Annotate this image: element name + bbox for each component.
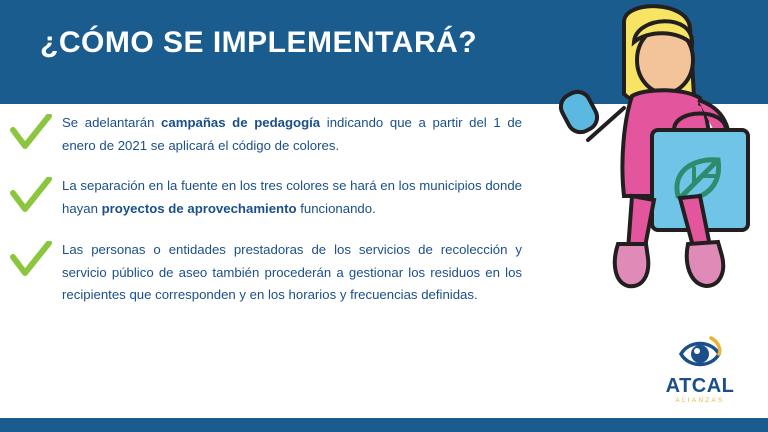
bullet-text-3: Las personas o entidades prestadoras de los servicios de recolección y servicio público de aseo también procederán a gestionar los residuos en los recipientes que corresponden y en los horarios y frecuencias definidas. <box>62 241 522 303</box>
logo <box>654 334 746 408</box>
page-title: ¿CÓMO SE IMPLEMENTARÁ? <box>40 26 478 59</box>
bullet-2-seg-3: funcionando. <box>296 201 376 217</box>
bullet-2-seg-1: La separación en la fuente en los tres colores se hará en los municipios donde hayan <box>62 178 522 217</box>
logo-wordmark: ATCAL <box>665 375 735 397</box>
check-icon <box>0 239 62 281</box>
check-icon <box>0 112 62 154</box>
bullet-2-seg-2: proyectos de aprovechamiento <box>101 201 297 217</box>
bullet-list <box>0 112 590 325</box>
check-icon <box>0 175 62 217</box>
bullet-1-seg-1: Se adelantarán <box>62 115 162 130</box>
bullet-text-2 <box>62 175 522 220</box>
bullet-text-1 <box>62 112 522 157</box>
bullet-1-seg-2: campañas de pedagogía <box>161 115 321 130</box>
list-item <box>0 112 590 157</box>
list-item <box>0 239 590 307</box>
logo-subtext: ALIANZAS <box>675 397 725 404</box>
list-item <box>0 175 590 220</box>
footer-band <box>0 418 768 432</box>
eye-icon <box>677 334 723 374</box>
bullet-1-seg-3: indicando que a partir del 1 de enero de 2021 se aplicará el código de colores. <box>62 115 522 153</box>
